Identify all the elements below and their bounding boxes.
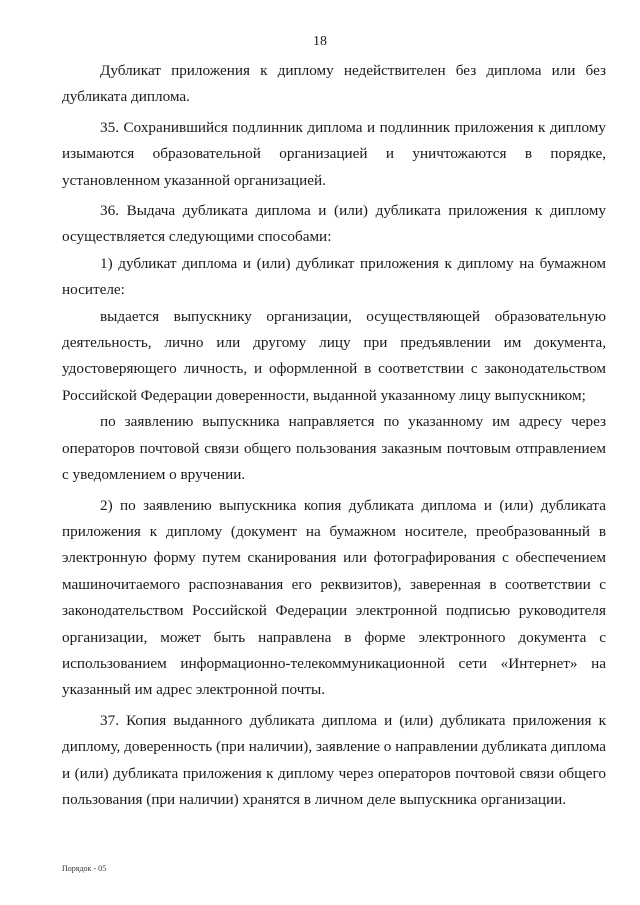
paragraph-36-item-1-by-post: по заявлению выпускника направляется по указанному им адресу через операторов почтовой связи общего пользования заказным почтовым отправлением с уведомлением о вручении. [62,413,606,484]
paragraph-36-item-1: 1) дубликат диплома и (или) дубликат приложения к диплому на бумажном носителе: [62,254,606,299]
document-body [62,58,606,813]
footer-label: Порядок - 05 [62,864,107,873]
page-number: 18 [313,34,327,49]
paragraph-36-item-1-in-person: выдается выпускнику организации, осуществляющей образовательную деятельность, лично или другому лицу при предъявлении им документа, удостоверяющего личность, и оформленной в соответствии с законодательством Российской Федерации доверенности, выданной указанному лицу выпускником; [62,307,606,404]
paragraph-duplicate-invalid: Дубликат приложения к диплому недействителен без диплома или без дубликата диплома. [62,62,606,106]
paragraph-37: 37. Копия выданного дубликата диплома и (или) дубликата приложения к диплому, доверенность (при наличии), заявление о направлении дубликата диплома и (или) дубликата приложения к диплому через операторов почтовой связи общего пользования (при наличии) хранятся в личном деле выпускника организации. [62,711,606,808]
paragraph-36-item-2: 2) по заявлению выпускника копия дубликата диплома и (или) дубликата приложения к диплому (документ на бумажном носителе, преобразованный в электронную форму путем сканирования или фотографирования с обеспечением машиночитаемого распознавания его реквизитов), заверенная в соответствии с законодательством Российской Федерации электронной подписью руководителя организации, может быть направлена в форме электронного документа с использованием информационно-телекоммуникационной сети «Интернет» на указанный им адрес электронной почты. [62,496,606,699]
paragraph-36: 36. Выдача дубликата диплома и (или) дубликата приложения к диплому осуществляется следующими способами: [62,202,606,246]
paragraph-35: 35. Сохранившийся подлинник диплома и подлинник приложения к диплому изымаются образовательной организацией и уничтожаются в порядке, установленном указанной организацией. [62,118,606,189]
